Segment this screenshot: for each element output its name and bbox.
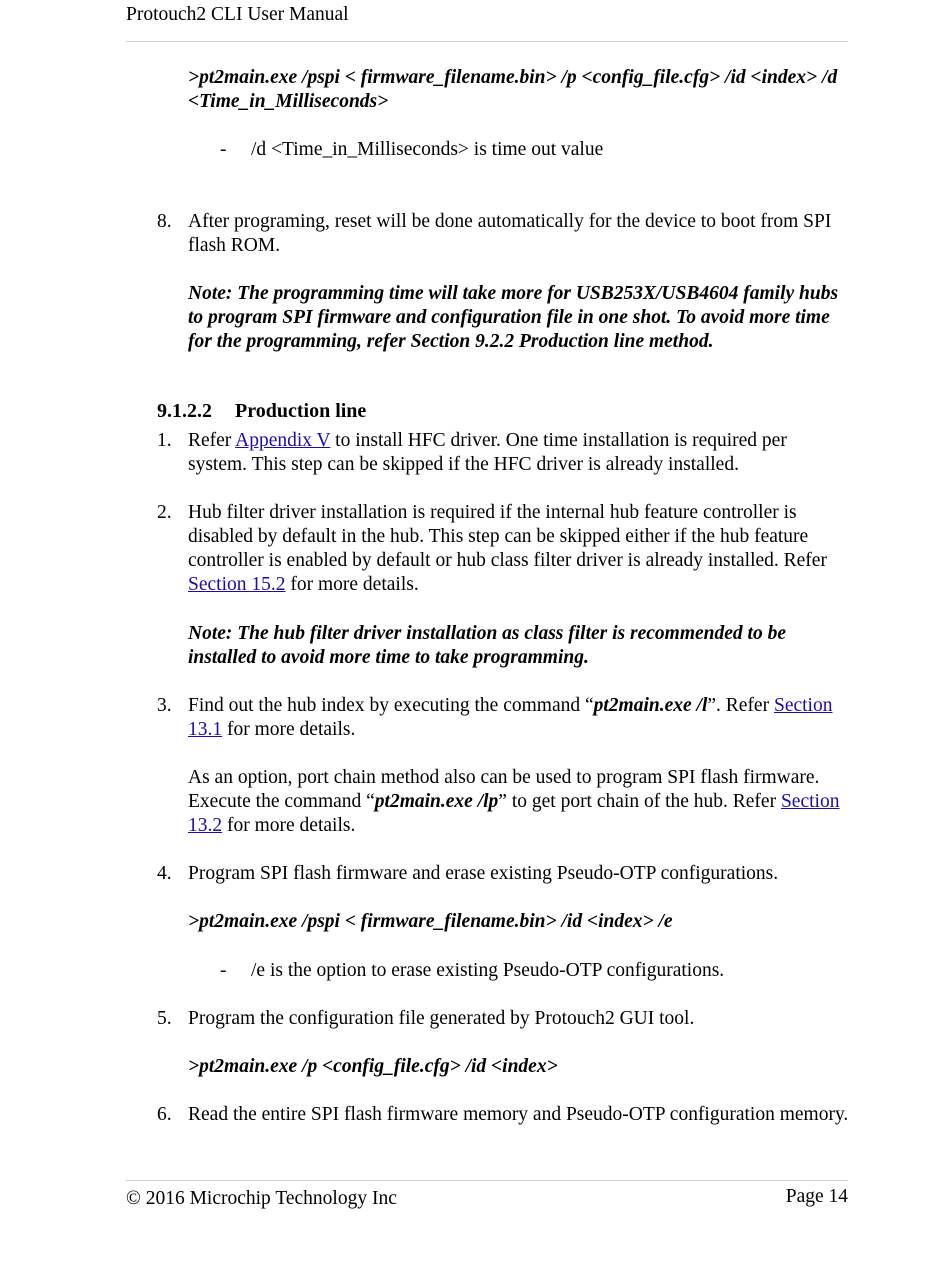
item-4-text: Program SPI flash firmware and erase existing Pseudo-OTP configurations. [188, 863, 779, 884]
command-pspi-with-timeout: >pt2main.exe /pspi < firmware_filename.bin> /p <config_file.cfg> /id <index> /d <Time_in_Milliseconds> [188, 67, 838, 112]
section-13-2-link[interactable]: Section 13.2 [188, 791, 840, 836]
item-6-text: Read the entire SPI flash firmware memory and Pseudo-OTP configuration memory. [188, 1104, 849, 1125]
command-config: >pt2main.exe /p <config_file.cfg> /id <index> [188, 1056, 558, 1077]
header-rule [126, 41, 848, 42]
appendix-v-link[interactable]: Appendix V [235, 430, 331, 451]
step-8-note: Note: The programming time will take more for USB253X/USB4604 family hubs to program SPI firmware and configuration file in one shot. To avoid more time for the programming, refer Section 9.2.2 Production line method. [188, 283, 839, 352]
footer-rule [126, 1180, 848, 1181]
item-1-number: 1. [157, 430, 172, 451]
item-3-text: Find out the hub index by executing the command “pt2main.exe /l”. Refer Section 13.1 for more details. [188, 695, 833, 740]
item-5-text: Program the configuration file generated by Protouch2 GUI tool. [188, 1008, 695, 1029]
item-1-text: Refer Appendix V to install HFC driver. One time installation is required per system. This step can be skipped if the HFC driver is already installed. [188, 430, 787, 475]
item-2-text: Hub filter driver installation is required if the internal hub feature controller is disabled by default in the hub. This step can be skipped either if the hub feature controller is enabled by default or hub class filter driver is already installed. Refer Section 15.2 for more details. [188, 502, 827, 595]
command-pspi-erase: >pt2main.exe /pspi < firmware_filename.bin> /id <index> /e [188, 911, 673, 932]
item-4-number: 4. [157, 863, 172, 884]
section-13-1-link[interactable]: Section 13.1 [188, 695, 833, 740]
bullet-timeout-text: /d <Time_in_Milliseconds> is time out value [251, 139, 604, 160]
section-15-2-link[interactable]: Section 15.2 [188, 574, 286, 595]
item-2-number: 2. [157, 502, 172, 523]
step-8-text: After programing, reset will be done automatically for the device to boot from SPI flash ROM. [188, 211, 832, 256]
bullet-erase-text: /e is the option to erase existing Pseudo-OTP configurations. [251, 960, 725, 981]
item-3-port-chain-text: As an option, port chain method also can be used to program SPI flash firmware. Execute the command “pt2main.exe /lp” to get port chain of the hub. Refer Section 13.2 for more details. [188, 767, 840, 836]
page-number: Page 14 [785, 1186, 848, 1207]
bullet-dash: - [220, 960, 227, 981]
section-heading [157, 399, 366, 423]
step-8-number: 8. [157, 211, 172, 232]
item-3-number: 3. [157, 695, 172, 716]
section-title: Production line [235, 400, 367, 422]
item-5-number: 5. [157, 1008, 172, 1029]
item-2-note: Note: The hub filter driver installation as class filter is recommended to be installed to avoid more time to take programming. [188, 623, 786, 668]
footer-copyright: © 2016 Microchip Technology Inc [126, 1188, 397, 1209]
bullet-dash: - [220, 139, 227, 160]
page-header-title: Protouch2 CLI User Manual [126, 4, 349, 25]
item-6-number: 6. [157, 1104, 172, 1125]
section-number: 9.1.2.2 [157, 400, 212, 422]
